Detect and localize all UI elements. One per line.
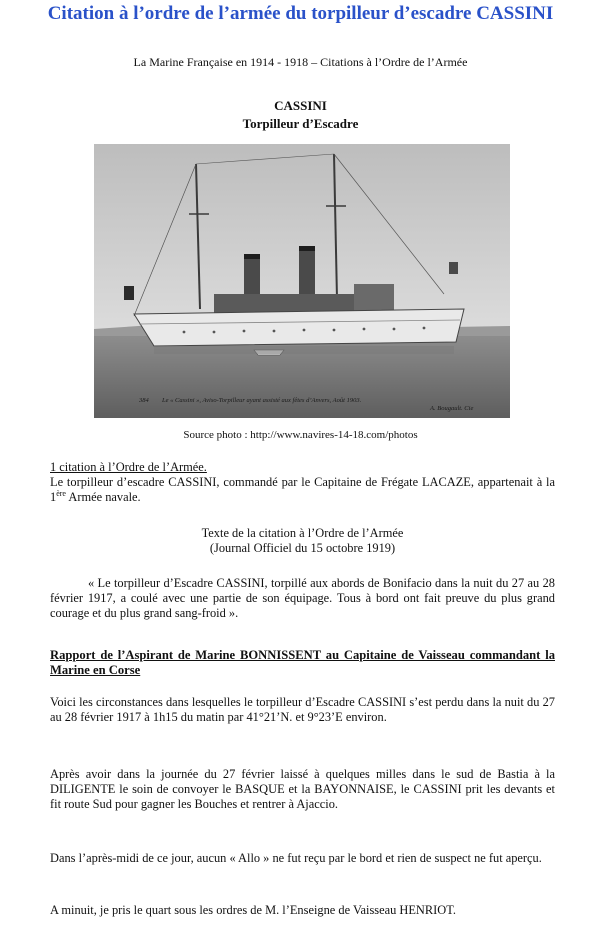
citation-text-end: Armée navale. [65,490,141,504]
report-paragraph-3: Dans l’après-midi de ce jour, aucun « Allo » ne fut reçu par le bord et rien de suspect ne fut aperçu. [50,851,542,865]
texte-section [50,526,555,556]
photo-inscription: Le « Cassini », Aviso-Torpilleur ayant assisté aux fêtes d’Anvers, Août 1903. [162,397,362,404]
series-line: La Marine Française en 1914 - 1918 – Citations à l’Ordre de l’Armée [133,55,468,69]
page-title: Citation à l’ordre de l’armée du torpilleur d’escadre CASSINI [47,3,554,24]
photo-source: Source photo : http://www.navires-14-18.com/photos [183,429,418,441]
citation-section [50,460,555,505]
ship-type: Torpilleur d’Escadre [242,116,359,131]
report-title: Rapport de l’Aspirant de Marine BONNISSENT au Capitaine de Vaisseau commandant la Marine en Corse [50,648,555,677]
citation-text-main: Le torpilleur d’escadre CASSINI, commandé par le Capitaine de Frégate LACAZE, appartenait à la 1 [50,475,555,504]
quote-text: « Le torpilleur d’Escadre CASSINI, torpillé aux abords de Bonifacio dans la nuit du 27 au 28 février 1917, a coulé avec une partie de son équipage. Tous à bord ont fait preuve du plus grand courage et du plus grand sang-froid ». [50,576,555,620]
ship-photo [94,144,510,418]
texte-line1: Texte de la citation à l’Ordre de l’Armée [201,526,404,540]
citation-text [50,475,555,505]
texte-line2: (Journal Officiel du 15 octobre 1919) [209,541,396,555]
report-paragraph-2: Après avoir dans la journée du 27 février laissé à quelques milles dans le sud de Bastia à la DILIGENTE le soin de convoyer le BASQUE et la BAYONNAISE, le CASSINI prit les devants et fit route Sud pour gagner les Bouches et rentrer à Ajaccio. [50,767,555,811]
citation-text-sup: ère [56,488,66,498]
photo-inscription-number: 384 [139,397,149,404]
photo-publisher: A. Bougault. Cie [430,405,474,412]
citation-quote [50,576,555,621]
report-paragraph-4: A minuit, je pris le quart sous les ordres de M. l’Enseigne de Vaisseau HENRIOT. [50,903,456,917]
citation-heading: 1 citation à l’Ordre de l’Armée. [50,460,207,474]
ship-illustration [94,144,510,418]
ship-name: CASSINI [274,98,327,113]
report-paragraph-1: Voici les circonstances dans lesquelles le torpilleur d’Escadre CASSINI s’est perdu dans la nuit du 27 au 28 février 1917 à 1h15 du matin par 41°21’N. et 9°23’E environ. [50,695,555,724]
